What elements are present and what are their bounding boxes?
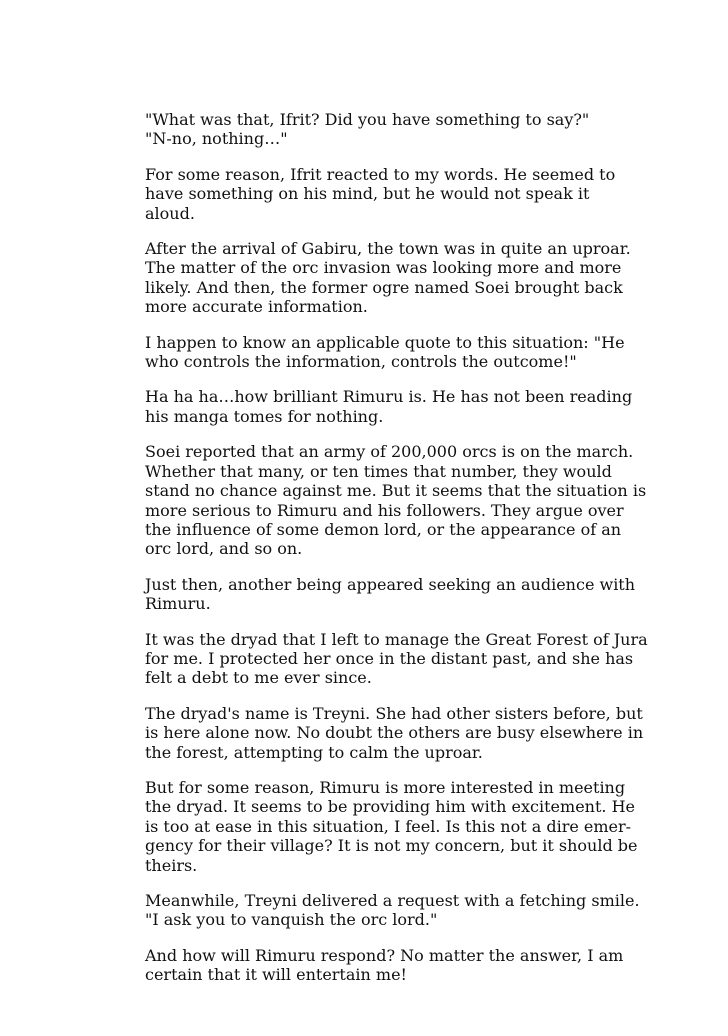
text-line: "I ask you to vanquish the orc lord." — [145, 910, 438, 930]
text-line: more accurate information. — [145, 297, 368, 317]
text-line: is here alone now. No doubt the others are busy elsewhere in — [145, 723, 644, 743]
text-line: gency for their village? It is not my concern, but it should be — [145, 836, 638, 856]
text-line: have something on his mind, but he would not speak it — [145, 184, 590, 204]
paragraph — [145, 945, 624, 985]
text-line: aloud. — [145, 203, 195, 223]
text-line: The matter of the orc invasion was looking more and more — [145, 258, 622, 278]
text-line: Ha ha ha…how brilliant Rimuru is. He has not been reading — [145, 387, 633, 407]
text-line: Just then, another being appeared seeking an audience with — [145, 574, 636, 594]
text-line: Rimuru. — [145, 594, 211, 614]
paragraph — [145, 574, 636, 614]
paragraph — [145, 164, 616, 223]
paragraph — [145, 110, 590, 149]
document-page — [145, 110, 648, 1001]
text-line: "N-no, nothing…" — [145, 129, 288, 149]
text-line: I happen to know an applicable quote to this situation: "He — [145, 332, 625, 352]
text-line: stand no chance against me. But it seems that the situation is — [145, 481, 647, 501]
text-line: for me. I protected her once in the distant past, and she has — [145, 648, 634, 668]
paragraph — [145, 239, 631, 317]
text-line: the forest, attempting to calm the uproar. — [145, 742, 483, 762]
paragraph — [145, 629, 648, 688]
text-line: The dryad's name is Treyni. She had other sisters before, but — [145, 703, 643, 723]
text-line: Whether that many, or ten times that number, they would — [145, 461, 612, 481]
text-line: likely. And then, the former ogre named Soei brought back — [145, 277, 623, 297]
text-line: is too at ease in this situation, I feel. Is this not a dire emer- — [145, 816, 632, 836]
text-line: And how will Rimuru respond? No matter the answer, I am — [145, 945, 624, 965]
paragraph — [145, 777, 638, 875]
text-line: the influence of some demon lord, or the appearance of an — [145, 519, 622, 539]
paragraph — [145, 442, 647, 559]
text-line: But for some reason, Rimuru is more interested in meeting — [145, 777, 626, 797]
text-line: theirs. — [145, 855, 198, 875]
text-line: who controls the information, controls the outcome!" — [145, 352, 577, 372]
text-line: felt a debt to me ever since. — [145, 668, 372, 688]
text-line: It was the dryad that I left to manage the Great Forest of Jura — [145, 629, 648, 649]
text-line: the dryad. It seems to be providing him with excitement. He — [145, 797, 635, 817]
text-line: Meanwhile, Treyni delivered a request with a fetching smile. — [145, 891, 640, 910]
text-line: certain that it will entertain me! — [145, 965, 407, 985]
text-line: For some reason, Ifrit reacted to my words. He seemed to — [145, 164, 616, 184]
text-line: "What was that, Ifrit? Did you have something to say?" — [145, 110, 590, 129]
paragraph — [145, 703, 644, 762]
text-line: Soei reported that an army of 200,000 orcs is on the march. — [145, 442, 634, 462]
text-line: more serious to Rimuru and his followers. They argue over — [145, 500, 624, 520]
text-line: his manga tomes for nothing. — [145, 406, 384, 426]
text-line: orc lord, and so on. — [145, 539, 303, 559]
text-line: After the arrival of Gabiru, the town was in quite an uproar. — [145, 239, 631, 259]
paragraph — [145, 332, 625, 372]
paragraph — [145, 387, 633, 426]
paragraph — [145, 891, 640, 930]
